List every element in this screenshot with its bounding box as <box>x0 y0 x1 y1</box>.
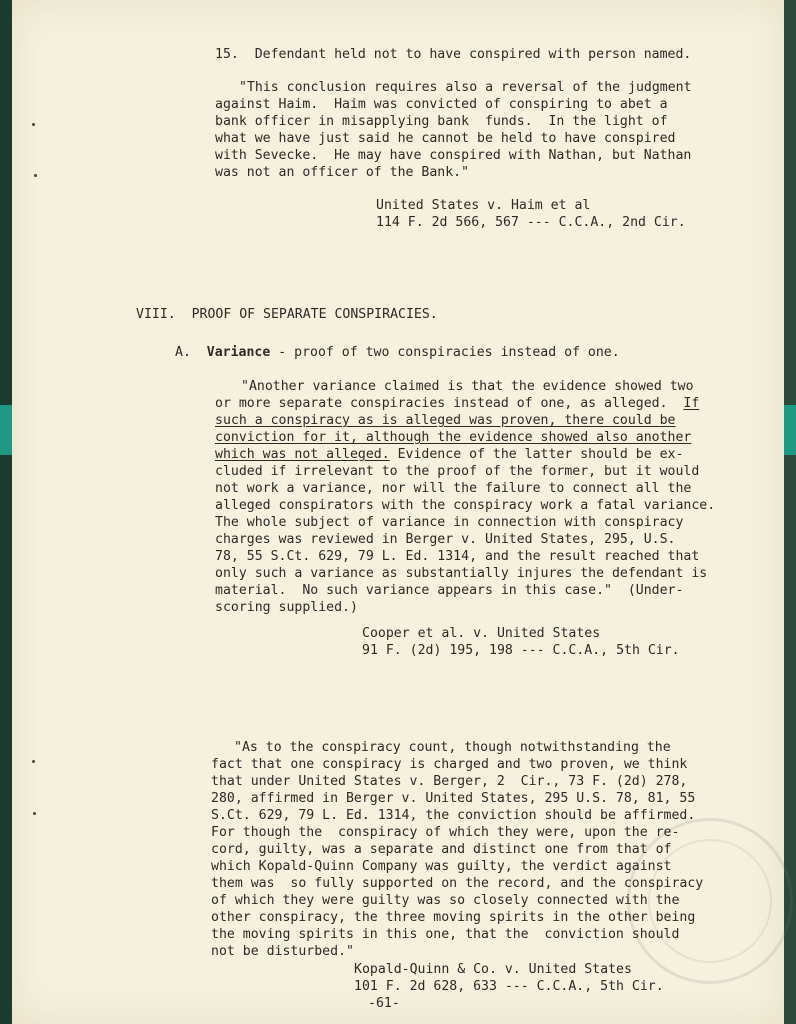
quote-line: only such a variance as substantially injures the defendant is <box>215 566 708 581</box>
underlined-quote-line: such a conspiracy as is alleged was proven, there could be <box>215 413 676 428</box>
quote-line: alleged conspirators with the conspiracy work a fatal variance. <box>215 498 716 513</box>
quote-line <box>215 396 699 413</box>
quote-line: 280, affirmed in Berger v. United States, 295 U.S. 78, 81, 55 <box>211 791 696 806</box>
quote-line: not work a variance, nor will the failure to connect all the <box>215 481 692 496</box>
quote-line: The whole subject of variance in connection with conspiracy <box>215 515 684 530</box>
quote-line: bank officer in misapplying bank funds. In the light of <box>215 114 668 129</box>
quote-line: the moving spirits in this one, that the conviction should <box>211 927 680 942</box>
citation-case: Cooper et al. v. United States <box>362 626 601 641</box>
quote-line: "As to the conspiracy count, though notwithstanding the <box>234 740 671 755</box>
underlined-text: If <box>683 396 700 411</box>
citation-reporter: 114 F. 2d 566, 567 --- C.C.A., 2nd Cir. <box>376 215 686 230</box>
underlined-quote-line: conviction for it, although the evidence showed also another <box>215 430 692 445</box>
quote-line: For though the conspiracy of which they were, upon the re- <box>211 825 680 840</box>
quote-line: what we have just said he cannot be held to have conspired <box>215 131 676 146</box>
quote-line: against Haim. Haim was convicted of conspiring to abet a <box>215 97 668 112</box>
quote-line: that under United States v. Berger, 2 Cir., 73 F. (2d) 278, <box>211 774 688 789</box>
section-heading: VIII. PROOF OF SEPARATE CONSPIRACIES. <box>136 307 438 322</box>
margin-dot <box>33 812 36 815</box>
quote-line <box>215 447 683 464</box>
quote-line: with Sevecke. He may have conspired with Nathan, but Nathan <box>215 148 692 163</box>
quote-line: other conspiracy, the three moving spirits in the other being <box>211 910 696 925</box>
page-number: -61- <box>368 996 400 1011</box>
margin-dot <box>32 123 35 126</box>
quote-line: not be disturbed." <box>211 944 354 959</box>
underlined-text: which was not alleged. <box>215 447 390 462</box>
quote-line: was not an officer of the Bank." <box>215 165 470 180</box>
margin-dot <box>32 760 35 763</box>
quote-line: of which they were guilty was so closely connected with the <box>211 893 680 908</box>
quote-line: 78, 55 S.Ct. 629, 79 L. Ed. 1314, and the result reached that <box>215 549 700 564</box>
citation-reporter: 101 F. 2d 628, 633 --- C.C.A., 5th Cir. <box>354 979 664 994</box>
quote-text: or more separate conspiracies instead of one, as alleged. <box>215 396 668 411</box>
citation-reporter: 91 F. (2d) 195, 198 --- C.C.A., 5th Cir. <box>362 643 680 658</box>
document-page <box>12 0 784 1024</box>
citation-case: Kopald-Quinn & Co. v. United States <box>354 962 632 977</box>
quote-line: which Kopald-Quinn Company was guilty, the verdict against <box>211 859 672 874</box>
quote-line: fact that one conspiracy is charged and two proven, we think <box>211 757 688 772</box>
citation-case: United States v. Haim et al <box>376 198 591 213</box>
quote-line: them was so fully supported on the record, and the conspiracy <box>211 876 704 891</box>
subsection-description: - proof of two conspiracies instead of one. <box>270 345 620 360</box>
quote-text: Evidence of the latter should be ex- <box>389 447 684 462</box>
quote-line: material. No such variance appears in this case." (Under- <box>215 583 684 598</box>
quote-line: cord, guilty, was a separate and distinct one from that of <box>211 842 672 857</box>
quote-line: cluded if irrelevant to the proof of the former, but it would <box>215 464 700 479</box>
quote-line: "Another variance claimed is that the evidence showed two <box>241 379 694 394</box>
subsection-label: A. <box>175 345 191 360</box>
quote-line: "This conclusion requires also a reversal of the judgment <box>239 80 692 95</box>
subsection-bold-term: Variance <box>206 345 271 360</box>
quote-line: S.Ct. 629, 79 L. Ed. 1314, the conviction should be affirmed. <box>211 808 696 823</box>
subsection-heading <box>175 345 620 362</box>
item-15-heading: 15. Defendant held not to have conspired with person named. <box>215 47 692 62</box>
margin-dot <box>34 174 37 177</box>
quote-line: charges was reviewed in Berger v. United States, 295, U.S. <box>215 532 676 547</box>
quote-line: scoring supplied.) <box>215 600 358 615</box>
